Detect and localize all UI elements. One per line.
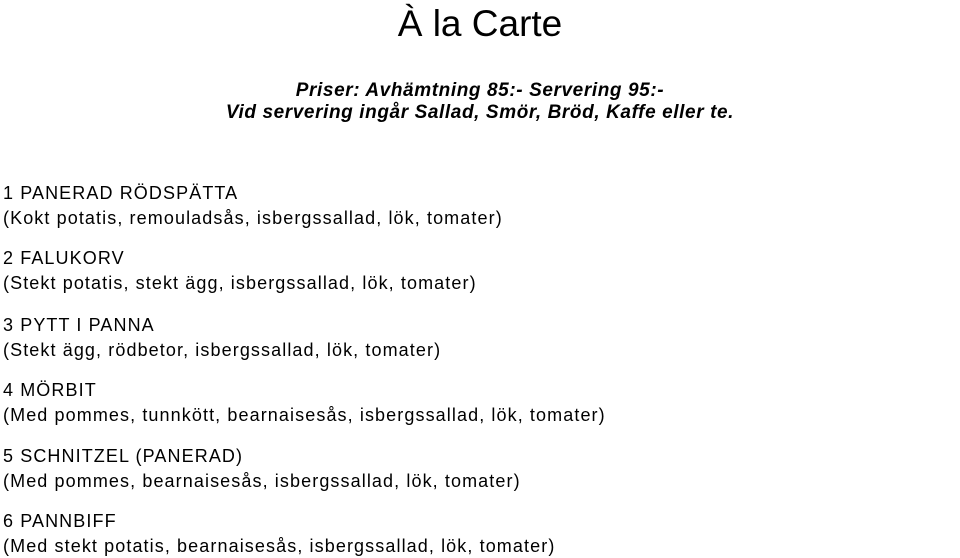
dish-name: 4 MÖRBIT <box>3 380 97 400</box>
menu-item <box>3 444 521 493</box>
service-info: Vid servering ingår Sallad, Smör, Bröd, Kaffe eller te. <box>225 102 735 123</box>
menu-item <box>3 313 441 362</box>
dish-name: 6 PANNBIFF <box>3 511 117 531</box>
dish-name: 3 PYTT I PANNA <box>3 315 155 335</box>
dish-description: (Med pommes, bearnaisesås, isbergssallad, lök, tomater) <box>3 471 521 491</box>
dish-description: (Med pommes, tunnkött, bearnaisesås, isbergssallad, lök, tomater) <box>3 405 606 425</box>
dish-name: 1 PANERAD RÖDSPÄTTA <box>3 183 239 203</box>
menu-item <box>3 378 606 427</box>
page-title: À la Carte <box>397 3 563 44</box>
menu-item <box>3 246 477 295</box>
price-info: Priser: Avhämtning 85:- Servering 95:- <box>295 80 665 101</box>
dish-description: (Stekt potatis, stekt ägg, isbergssallad, lök, tomater) <box>3 273 477 293</box>
dish-description: (Stekt ägg, rödbetor, isbergssallad, lök, tomater) <box>3 340 442 360</box>
menu-item <box>3 509 555 558</box>
dish-description: (Kokt potatis, remouladsås, isbergssallad, lök, tomater) <box>3 208 503 228</box>
dish-description: (Med stekt potatis, bearnaisesås, isbergssallad, lök, tomater) <box>3 536 556 556</box>
menu-item <box>3 181 503 230</box>
dish-name: 2 FALUKORV <box>3 248 125 268</box>
dish-name: 5 SCHNITZEL (PANERAD) <box>3 446 244 466</box>
